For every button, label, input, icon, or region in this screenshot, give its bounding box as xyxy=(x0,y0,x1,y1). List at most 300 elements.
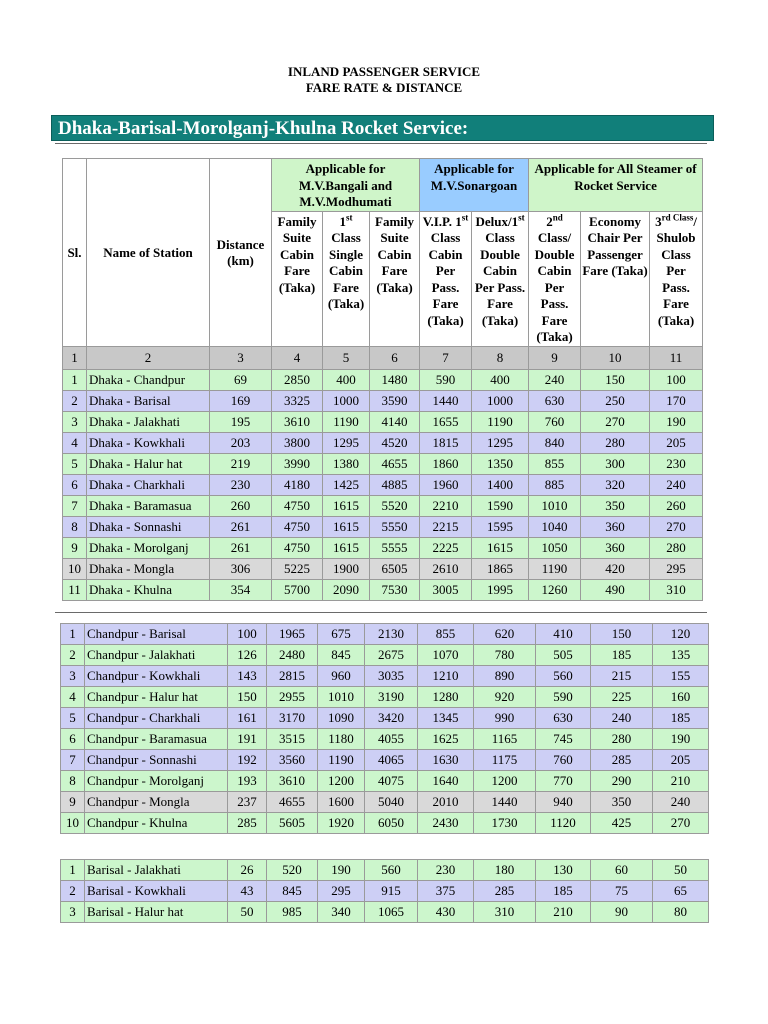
fare-cell: 920 xyxy=(474,687,536,708)
fare-table-chandpur xyxy=(60,623,709,834)
fare-cell: 185 xyxy=(653,708,709,729)
fare-cell: 7530 xyxy=(370,579,420,600)
distance-cell: 219 xyxy=(210,453,272,474)
distance-cell: 191 xyxy=(228,729,267,750)
fare-cell: 215 xyxy=(591,666,653,687)
fare-cell: 1190 xyxy=(529,558,581,579)
serial-cell: 10 xyxy=(61,813,85,834)
fare-cell: 560 xyxy=(536,666,591,687)
fare-cell: 225 xyxy=(591,687,653,708)
fare-cell: 400 xyxy=(323,369,370,390)
fare-cell: 5225 xyxy=(272,558,323,579)
fare-cell: 3610 xyxy=(272,411,323,432)
fare-cell: 1210 xyxy=(418,666,474,687)
fare-cell: 745 xyxy=(536,729,591,750)
fare-cell: 5520 xyxy=(370,495,420,516)
fare-cell: 1350 xyxy=(472,453,529,474)
fare-cell: 4750 xyxy=(272,516,323,537)
fare-cell: 4140 xyxy=(370,411,420,432)
station-cell: Chandpur - Baramasua xyxy=(85,729,228,750)
fare-cell: 1630 xyxy=(418,750,474,771)
fare-cell: 1050 xyxy=(529,537,581,558)
serial-cell: 5 xyxy=(61,708,85,729)
fare-cell: 1960 xyxy=(420,474,472,495)
fare-cell: 120 xyxy=(653,624,709,645)
fare-cell: 230 xyxy=(650,453,703,474)
fare-cell: 760 xyxy=(536,750,591,771)
station-cell: Dhaka - Morolganj xyxy=(87,537,210,558)
col-header-family-suite: Family Suite Cabin Fare (Taka) xyxy=(272,211,323,346)
fare-cell: 1625 xyxy=(418,729,474,750)
fare-cell: 1600 xyxy=(318,792,365,813)
distance-cell: 69 xyxy=(210,369,272,390)
table-row xyxy=(63,453,703,474)
fare-cell: 4180 xyxy=(272,474,323,495)
fare-cell: 985 xyxy=(267,902,318,923)
fare-cell: 5605 xyxy=(267,813,318,834)
fare-cell: 375 xyxy=(418,881,474,902)
fare-cell: 160 xyxy=(653,687,709,708)
column-number-row xyxy=(63,346,703,369)
fare-cell: 1590 xyxy=(472,495,529,516)
col-header-third-class: $3^{rd Class}/$ Shulob Class Per Pass. Fare (Taka) xyxy=(650,211,703,346)
distance-cell: 237 xyxy=(228,792,267,813)
station-cell: Dhaka - Kowkhali xyxy=(87,432,210,453)
fare-cell: 855 xyxy=(418,624,474,645)
fare-cell: 505 xyxy=(536,645,591,666)
group-header-all-steamer: Applicable for All Steamer of Rocket Service xyxy=(529,159,703,212)
station-cell: Barisal - Halur hat xyxy=(85,902,228,923)
serial-cell: 6 xyxy=(63,474,87,495)
group-header-sonargoan: Applicable for M.V.Sonargoan xyxy=(420,159,529,212)
fare-cell: 2675 xyxy=(365,645,418,666)
table-row xyxy=(63,537,703,558)
fare-cell: 1815 xyxy=(420,432,472,453)
station-cell: Dhaka - Baramasua xyxy=(87,495,210,516)
station-cell: Barisal - Kowkhali xyxy=(85,881,228,902)
fare-cell: 885 xyxy=(529,474,581,495)
col-header-family-suite-2: Family Suite Cabin Fare (Taka) xyxy=(370,211,420,346)
fare-cell: 1070 xyxy=(418,645,474,666)
serial-cell: 5 xyxy=(63,453,87,474)
column-number: 7 xyxy=(420,346,472,369)
fare-cell: 420 xyxy=(581,558,650,579)
table-row xyxy=(63,495,703,516)
fare-cell: 3610 xyxy=(267,771,318,792)
fare-cell: 410 xyxy=(536,624,591,645)
fare-cell: 205 xyxy=(653,750,709,771)
distance-cell: 50 xyxy=(228,902,267,923)
fare-cell: 1200 xyxy=(474,771,536,792)
fare-cell: 310 xyxy=(650,579,703,600)
fare-cell: 2430 xyxy=(418,813,474,834)
distance-cell: 169 xyxy=(210,390,272,411)
fare-cell: 1400 xyxy=(472,474,529,495)
column-number: 4 xyxy=(272,346,323,369)
fare-cell: 240 xyxy=(529,369,581,390)
fare-cell: 770 xyxy=(536,771,591,792)
fare-cell: 1040 xyxy=(529,516,581,537)
fare-cell: 845 xyxy=(267,881,318,902)
serial-cell: 7 xyxy=(61,750,85,771)
fare-cell: 2815 xyxy=(267,666,318,687)
station-cell: Barisal - Jalakhati xyxy=(85,860,228,881)
serial-cell: 9 xyxy=(61,792,85,813)
fare-cell: 1615 xyxy=(323,516,370,537)
fare-cell: 2610 xyxy=(420,558,472,579)
fare-cell: 340 xyxy=(318,902,365,923)
fare-cell: 90 xyxy=(591,902,653,923)
fare-cell: 845 xyxy=(318,645,365,666)
fare-cell: 3190 xyxy=(365,687,418,708)
distance-cell: 260 xyxy=(210,495,272,516)
fare-cell: 890 xyxy=(474,666,536,687)
fare-cell: 130 xyxy=(536,860,591,881)
fare-cell: 1380 xyxy=(323,453,370,474)
station-cell: Chandpur - Kowkhali xyxy=(85,666,228,687)
fare-cell: 290 xyxy=(591,771,653,792)
fare-cell: 2130 xyxy=(365,624,418,645)
fare-cell: 1995 xyxy=(472,579,529,600)
fare-cell: 3005 xyxy=(420,579,472,600)
fare-cell: 360 xyxy=(581,537,650,558)
fare-cell: 2010 xyxy=(418,792,474,813)
serial-cell: 8 xyxy=(61,771,85,792)
fare-cell: 170 xyxy=(650,390,703,411)
fare-cell: 350 xyxy=(581,495,650,516)
fare-cell: 620 xyxy=(474,624,536,645)
fare-cell: 1280 xyxy=(418,687,474,708)
fare-cell: 520 xyxy=(267,860,318,881)
fare-cell: 3170 xyxy=(267,708,318,729)
serial-cell: 2 xyxy=(61,645,85,666)
fare-cell: 270 xyxy=(581,411,650,432)
station-cell: Chandpur - Khulna xyxy=(85,813,228,834)
fare-cell: 3420 xyxy=(365,708,418,729)
fare-cell: 4055 xyxy=(365,729,418,750)
table-row xyxy=(61,792,709,813)
fare-cell: 180 xyxy=(474,860,536,881)
fare-cell: 270 xyxy=(650,516,703,537)
distance-cell: 230 xyxy=(210,474,272,495)
fare-cell: 1180 xyxy=(318,729,365,750)
serial-cell: 1 xyxy=(63,369,87,390)
fare-cell: 270 xyxy=(653,813,709,834)
serial-cell: 2 xyxy=(63,390,87,411)
station-cell: Dhaka - Jalakhati xyxy=(87,411,210,432)
fare-cell: 960 xyxy=(318,666,365,687)
serial-cell: 6 xyxy=(61,729,85,750)
fare-cell: 240 xyxy=(650,474,703,495)
station-cell: Chandpur - Morolganj xyxy=(85,771,228,792)
fare-cell: 240 xyxy=(591,708,653,729)
fare-cell: 1480 xyxy=(370,369,420,390)
fare-cell: 2225 xyxy=(420,537,472,558)
fare-cell: 2090 xyxy=(323,579,370,600)
fare-cell: 400 xyxy=(472,369,529,390)
fare-cell: 490 xyxy=(581,579,650,600)
fare-cell: 1655 xyxy=(420,411,472,432)
fare-cell: 5555 xyxy=(370,537,420,558)
fare-cell: 4885 xyxy=(370,474,420,495)
station-cell: Chandpur - Halur hat xyxy=(85,687,228,708)
col-header-second-class: 2nd Class/ Double Cabin Per Pass. Fare (Taka) xyxy=(529,211,581,346)
serial-cell: 8 xyxy=(63,516,87,537)
fare-cell: 915 xyxy=(365,881,418,902)
col-header-vip: V.I.P. 1st Class Cabin Per Pass. Fare (Taka) xyxy=(420,211,472,346)
fare-cell: 190 xyxy=(318,860,365,881)
fare-cell: 1730 xyxy=(474,813,536,834)
distance-cell: 143 xyxy=(228,666,267,687)
fare-cell: 185 xyxy=(591,645,653,666)
fare-cell: 75 xyxy=(591,881,653,902)
fare-cell: 3325 xyxy=(272,390,323,411)
fare-cell: 155 xyxy=(653,666,709,687)
fare-table-barisal xyxy=(60,859,709,923)
fare-cell: 2210 xyxy=(420,495,472,516)
fare-cell: 1010 xyxy=(318,687,365,708)
fare-cell: 300 xyxy=(581,453,650,474)
fare-cell: 590 xyxy=(420,369,472,390)
fare-cell: 840 xyxy=(529,432,581,453)
fare-cell: 295 xyxy=(318,881,365,902)
doc-title-line2: FARE RATE & DISTANCE xyxy=(305,80,463,95)
distance-cell: 261 xyxy=(210,516,272,537)
column-number: 5 xyxy=(323,346,370,369)
fare-cell: 1260 xyxy=(529,579,581,600)
serial-cell: 9 xyxy=(63,537,87,558)
table-row xyxy=(61,666,709,687)
fare-cell: 1595 xyxy=(472,516,529,537)
station-cell: Dhaka - Halur hat xyxy=(87,453,210,474)
fare-cell: 4655 xyxy=(267,792,318,813)
table-row xyxy=(63,579,703,600)
table-row xyxy=(61,750,709,771)
distance-cell: 195 xyxy=(210,411,272,432)
station-cell: Chandpur - Mongla xyxy=(85,792,228,813)
station-cell: Dhaka - Charkhali xyxy=(87,474,210,495)
distance-cell: 126 xyxy=(228,645,267,666)
fare-cell: 240 xyxy=(653,792,709,813)
fare-cell: 590 xyxy=(536,687,591,708)
fare-cell: 780 xyxy=(474,645,536,666)
fare-cell: 1090 xyxy=(318,708,365,729)
fare-cell: 185 xyxy=(536,881,591,902)
service-banner: Dhaka-Barisal-Morolganj-Khulna Rocket Service: xyxy=(51,115,714,141)
fare-cell: 4520 xyxy=(370,432,420,453)
distance-cell: 261 xyxy=(210,537,272,558)
fare-cell: 1900 xyxy=(323,558,370,579)
table-row xyxy=(63,411,703,432)
table-row xyxy=(61,881,709,902)
fare-cell: 675 xyxy=(318,624,365,645)
distance-cell: 100 xyxy=(228,624,267,645)
table-row xyxy=(63,474,703,495)
distance-cell: 203 xyxy=(210,432,272,453)
fare-cell: 50 xyxy=(653,860,709,881)
fare-cell: 4655 xyxy=(370,453,420,474)
fare-cell: 100 xyxy=(650,369,703,390)
fare-cell: 6505 xyxy=(370,558,420,579)
fare-cell: 430 xyxy=(418,902,474,923)
divider xyxy=(55,143,707,144)
fare-cell: 1165 xyxy=(474,729,536,750)
serial-cell: 4 xyxy=(61,687,85,708)
fare-cell: 1640 xyxy=(418,771,474,792)
column-number: 9 xyxy=(529,346,581,369)
table-row xyxy=(61,813,709,834)
fare-cell: 60 xyxy=(591,860,653,881)
fare-cell: 1295 xyxy=(323,432,370,453)
fare-cell: 1175 xyxy=(474,750,536,771)
fare-cell: 310 xyxy=(474,902,536,923)
table-row xyxy=(63,432,703,453)
station-cell: Chandpur - Sonnashi xyxy=(85,750,228,771)
fare-cell: 210 xyxy=(653,771,709,792)
distance-cell: 43 xyxy=(228,881,267,902)
fare-cell: 65 xyxy=(653,881,709,902)
fare-cell: 1615 xyxy=(323,537,370,558)
col-header-distance: Distance (km) xyxy=(210,159,272,347)
column-number: 3 xyxy=(210,346,272,369)
table-row xyxy=(63,369,703,390)
fare-cell: 1120 xyxy=(536,813,591,834)
table-row xyxy=(63,390,703,411)
divider xyxy=(55,612,707,613)
distance-cell: 161 xyxy=(228,708,267,729)
col-header-first-single: 1st Class Single Cabin Fare (Taka) xyxy=(323,211,370,346)
serial-cell: 2 xyxy=(61,881,85,902)
fare-cell: 5700 xyxy=(272,579,323,600)
fare-cell: 1295 xyxy=(472,432,529,453)
table-row xyxy=(61,902,709,923)
table-row xyxy=(61,687,709,708)
fare-cell: 295 xyxy=(650,558,703,579)
fare-cell: 6050 xyxy=(365,813,418,834)
fare-cell: 1065 xyxy=(365,902,418,923)
fare-cell: 1190 xyxy=(472,411,529,432)
fare-cell: 4750 xyxy=(272,495,323,516)
fare-cell: 1000 xyxy=(323,390,370,411)
fare-table-dhaka xyxy=(62,158,703,601)
station-cell: Dhaka - Barisal xyxy=(87,390,210,411)
distance-cell: 192 xyxy=(228,750,267,771)
column-number: 10 xyxy=(581,346,650,369)
fare-cell: 940 xyxy=(536,792,591,813)
fare-cell: 560 xyxy=(365,860,418,881)
fare-cell: 5550 xyxy=(370,516,420,537)
fare-cell: 230 xyxy=(418,860,474,881)
serial-cell: 10 xyxy=(63,558,87,579)
fare-cell: 855 xyxy=(529,453,581,474)
station-cell: Dhaka - Chandpur xyxy=(87,369,210,390)
station-cell: Dhaka - Khulna xyxy=(87,579,210,600)
column-number: 1 xyxy=(63,346,87,369)
serial-cell: 3 xyxy=(63,411,87,432)
distance-cell: 285 xyxy=(228,813,267,834)
fare-cell: 1010 xyxy=(529,495,581,516)
fare-cell: 1860 xyxy=(420,453,472,474)
fare-cell: 280 xyxy=(591,729,653,750)
doc-title-line1: INLAND PASSENGER SERVICE xyxy=(287,64,481,79)
fare-cell: 360 xyxy=(581,516,650,537)
fare-cell: 3590 xyxy=(370,390,420,411)
fare-cell: 150 xyxy=(591,624,653,645)
serial-cell: 1 xyxy=(61,860,85,881)
fare-cell: 285 xyxy=(474,881,536,902)
fare-cell: 2955 xyxy=(267,687,318,708)
table-row xyxy=(61,624,709,645)
fare-cell: 5040 xyxy=(365,792,418,813)
column-number: 11 xyxy=(650,346,703,369)
distance-cell: 193 xyxy=(228,771,267,792)
serial-cell: 4 xyxy=(63,432,87,453)
station-cell: Chandpur - Barisal xyxy=(85,624,228,645)
fare-cell: 1440 xyxy=(474,792,536,813)
station-cell: Dhaka - Sonnashi xyxy=(87,516,210,537)
fare-cell: 630 xyxy=(536,708,591,729)
distance-cell: 354 xyxy=(210,579,272,600)
station-cell: Chandpur - Jalakhati xyxy=(85,645,228,666)
serial-cell: 3 xyxy=(61,666,85,687)
col-header-economy-chair: Economy Chair Per Passenger Fare (Taka) xyxy=(581,211,650,346)
table-row xyxy=(61,860,709,881)
col-header-station: Name of Station xyxy=(87,159,210,347)
fare-cell: 1000 xyxy=(472,390,529,411)
distance-cell: 306 xyxy=(210,558,272,579)
fare-cell: 1190 xyxy=(323,411,370,432)
table-row xyxy=(61,645,709,666)
fare-cell: 350 xyxy=(591,792,653,813)
table-row xyxy=(61,729,709,750)
fare-cell: 2850 xyxy=(272,369,323,390)
fare-cell: 3515 xyxy=(267,729,318,750)
fare-cell: 1615 xyxy=(323,495,370,516)
distance-cell: 26 xyxy=(228,860,267,881)
fare-cell: 150 xyxy=(581,369,650,390)
serial-cell: 7 xyxy=(63,495,87,516)
fare-cell: 1440 xyxy=(420,390,472,411)
table-row xyxy=(63,558,703,579)
fare-cell: 285 xyxy=(591,750,653,771)
fare-cell: 210 xyxy=(536,902,591,923)
fare-cell: 1425 xyxy=(323,474,370,495)
fare-cell: 630 xyxy=(529,390,581,411)
station-cell: Chandpur - Charkhali xyxy=(85,708,228,729)
fare-cell: 280 xyxy=(650,537,703,558)
fare-cell: 135 xyxy=(653,645,709,666)
fare-cell: 1615 xyxy=(472,537,529,558)
column-number: 8 xyxy=(472,346,529,369)
fare-cell: 190 xyxy=(650,411,703,432)
fare-cell: 4065 xyxy=(365,750,418,771)
fare-cell: 250 xyxy=(581,390,650,411)
fare-cell: 190 xyxy=(653,729,709,750)
fare-cell: 4750 xyxy=(272,537,323,558)
fare-cell: 3035 xyxy=(365,666,418,687)
fare-cell: 1920 xyxy=(318,813,365,834)
col-header-sl: Sl. xyxy=(63,159,87,347)
group-header-bangali-modhumati: Applicable for M.V.Bangali and M.V.Modhumati xyxy=(272,159,420,212)
fare-cell: 260 xyxy=(650,495,703,516)
column-number: 2 xyxy=(87,346,210,369)
fare-cell: 2480 xyxy=(267,645,318,666)
fare-cell: 3560 xyxy=(267,750,318,771)
fare-cell: 320 xyxy=(581,474,650,495)
fare-cell: 4075 xyxy=(365,771,418,792)
fare-cell: 1965 xyxy=(267,624,318,645)
fare-cell: 280 xyxy=(581,432,650,453)
